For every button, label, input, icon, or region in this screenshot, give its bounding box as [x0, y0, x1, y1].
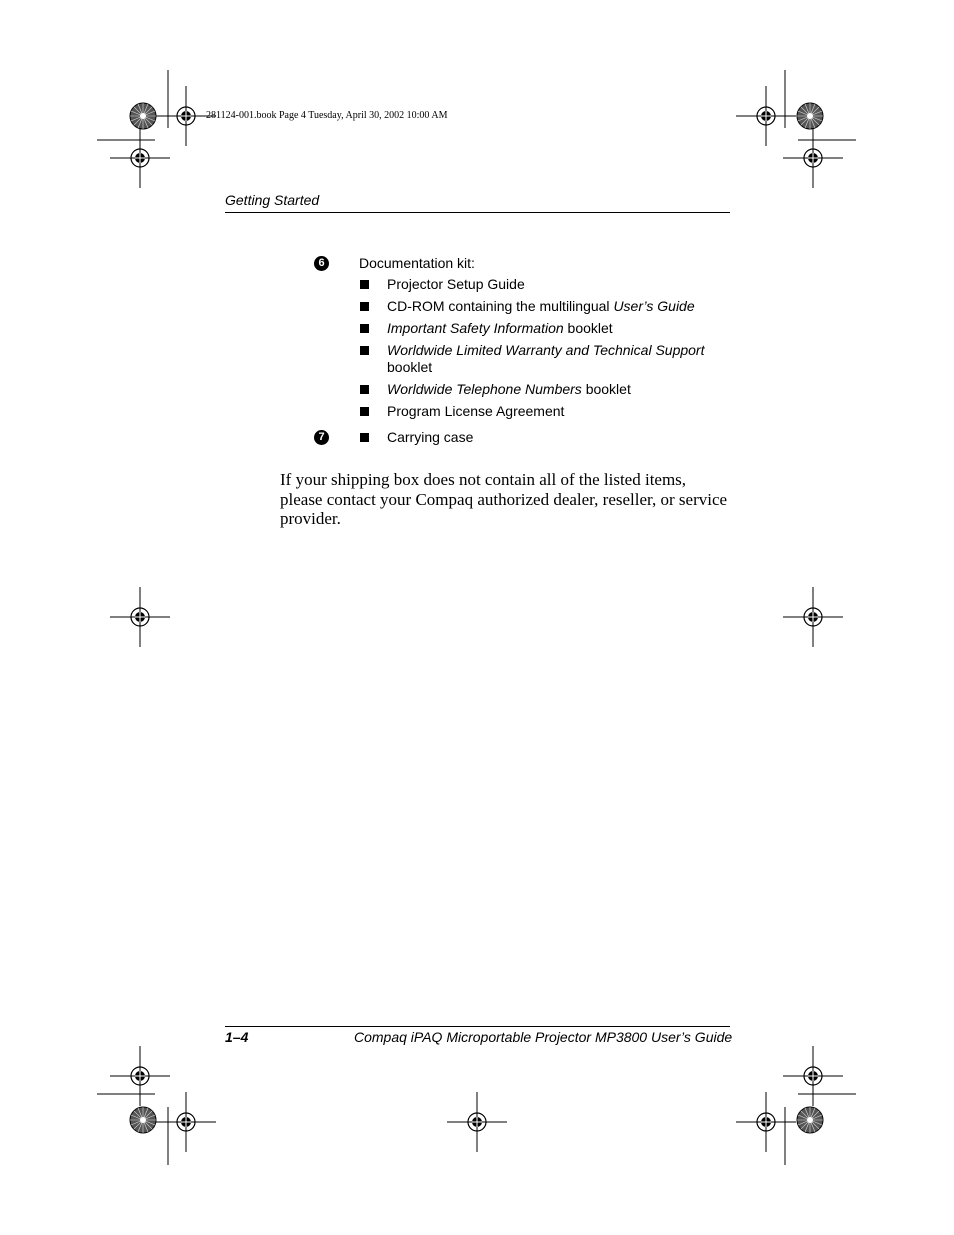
list-item: Projector Setup Guide: [387, 276, 525, 292]
carrying-case-item: Carrying case: [387, 429, 474, 445]
list-item: CD-ROM containing the multilingual User’s Guide: [387, 298, 695, 314]
book-title: Compaq iPAQ Microportable Projector MP3800 User’s Guide: [354, 1029, 733, 1045]
callout-7: 7: [314, 430, 329, 445]
list-item: Worldwide Limited Warranty and Technical Support booklet: [387, 342, 705, 375]
body-paragraph: If your shipping box does not contain all of the listed items, please contact your Compaq authorized dealer, reseller, or service provider.: [280, 470, 728, 528]
list-bullet: [360, 433, 369, 442]
running-header: Getting Started: [225, 192, 320, 208]
page-number: 1–4: [225, 1029, 249, 1045]
list-bullet: [360, 385, 369, 394]
list-item: Program License Agreement: [387, 403, 565, 419]
list-bullet: [360, 324, 369, 333]
list-bullet: [360, 407, 369, 416]
footer-rule: [225, 1026, 730, 1027]
print-slug: 281124-001.book Page 4 Tuesday, April 30, 2002 10:00 AM: [206, 110, 448, 121]
list-bullet: [360, 302, 369, 311]
list-item: Worldwide Telephone Numbers booklet: [387, 381, 631, 397]
documentation-kit-label: Documentation kit:: [359, 255, 475, 271]
callout-6: 6: [314, 256, 329, 271]
list-bullet: [360, 280, 369, 289]
list-item: Important Safety Information booklet: [387, 320, 613, 336]
list-bullet: [360, 346, 369, 355]
header-rule: [225, 212, 730, 213]
